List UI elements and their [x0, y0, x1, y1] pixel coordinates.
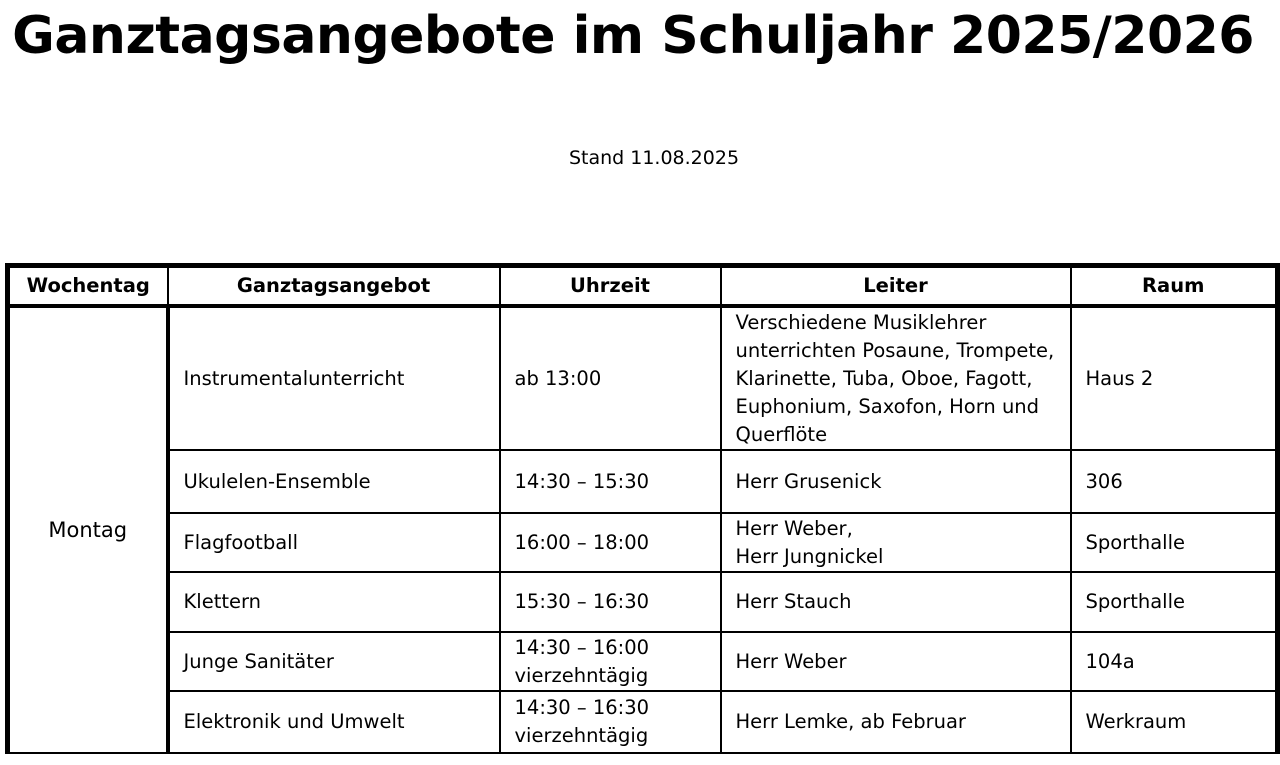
leiter-line: Herr Stauch	[735, 590, 852, 613]
leiter-line: Herr Grusenick	[735, 469, 882, 493]
uhrzeit-line: 14:30 – 16:30	[514, 696, 650, 719]
raum-cell: Haus 2	[1071, 306, 1278, 450]
header-ganztagsangebot: Ganztagsangebot	[168, 266, 500, 307]
leiter-line: Verschiedene Musiklehrer	[735, 310, 987, 334]
header-uhrzeit: Uhrzeit	[500, 266, 721, 307]
uhrzeit-cell	[500, 691, 721, 753]
uhrzeit-cell	[500, 450, 721, 513]
table-row	[8, 450, 1278, 513]
uhrzeit-line: 14:30 – 15:30	[514, 469, 650, 493]
uhrzeit-line: ab 13:00	[514, 366, 602, 390]
page-title: Ganztagsangebote im Schuljahr 2025/2026	[12, 6, 1254, 66]
leiter-line: Herr Jungnickel	[735, 544, 884, 568]
uhrzeit-line: vierzehntägig	[514, 663, 649, 687]
header-wochentag: Wochentag	[8, 266, 168, 307]
leiter-cell	[721, 572, 1071, 632]
uhrzeit-cell	[500, 306, 721, 450]
header-leiter: Leiter	[721, 266, 1071, 307]
table-row	[8, 572, 1278, 632]
angebot-cell: Flagfootball	[168, 513, 500, 572]
angebot-cell: Junge Sanitäter	[168, 632, 500, 691]
leiter-cell	[721, 513, 1071, 572]
leiter-cell	[721, 306, 1071, 450]
leiter-line: Herr Lemke, ab Februar	[735, 710, 966, 733]
angebot-cell: Ukulelen-Ensemble	[168, 450, 500, 513]
leiter-cell	[721, 632, 1071, 691]
leiter-line: Querflöte	[735, 422, 828, 446]
leiter-line: Herr Weber	[735, 649, 847, 673]
angebot-cell: Klettern	[168, 572, 500, 632]
schedule-table	[5, 263, 1280, 754]
table-row	[8, 632, 1278, 691]
table-row	[8, 691, 1278, 753]
raum-cell: Sporthalle	[1071, 572, 1278, 632]
leiter-line: Klarinette, Tuba, Oboe, Fagott,	[735, 366, 1033, 390]
uhrzeit-line: 15:30 – 16:30	[514, 590, 650, 613]
leiter-cell	[721, 450, 1071, 513]
raum-cell: 306	[1071, 450, 1278, 513]
uhrzeit-cell	[500, 632, 721, 691]
uhrzeit-cell	[500, 572, 721, 632]
raum-cell: 104a	[1071, 632, 1278, 691]
raum-cell: Sporthalle	[1071, 513, 1278, 572]
stand-date: Stand 11.08.2025	[568, 147, 740, 169]
table-header-row	[8, 266, 1278, 307]
uhrzeit-line: vierzehntägig	[514, 724, 649, 747]
leiter-line: Euphonium, Saxofon, Horn und	[735, 394, 1040, 418]
angebot-cell: Elektronik und Umwelt	[168, 691, 500, 753]
header-raum: Raum	[1071, 266, 1278, 307]
uhrzeit-line: 16:00 – 18:00	[514, 530, 650, 554]
raum-cell: Werkraum	[1071, 691, 1278, 753]
weekday-cell: Montag	[8, 306, 168, 753]
leiter-line: unterrichten Posaune, Trompete,	[735, 338, 1055, 362]
leiter-cell	[721, 691, 1071, 753]
uhrzeit-line: 14:30 – 16:00	[514, 635, 650, 659]
table-row	[8, 306, 1278, 450]
angebot-cell: Instrumentalunterricht	[168, 306, 500, 450]
uhrzeit-cell	[500, 513, 721, 572]
table-row	[8, 513, 1278, 572]
leiter-line: Herr Weber,	[735, 516, 853, 540]
